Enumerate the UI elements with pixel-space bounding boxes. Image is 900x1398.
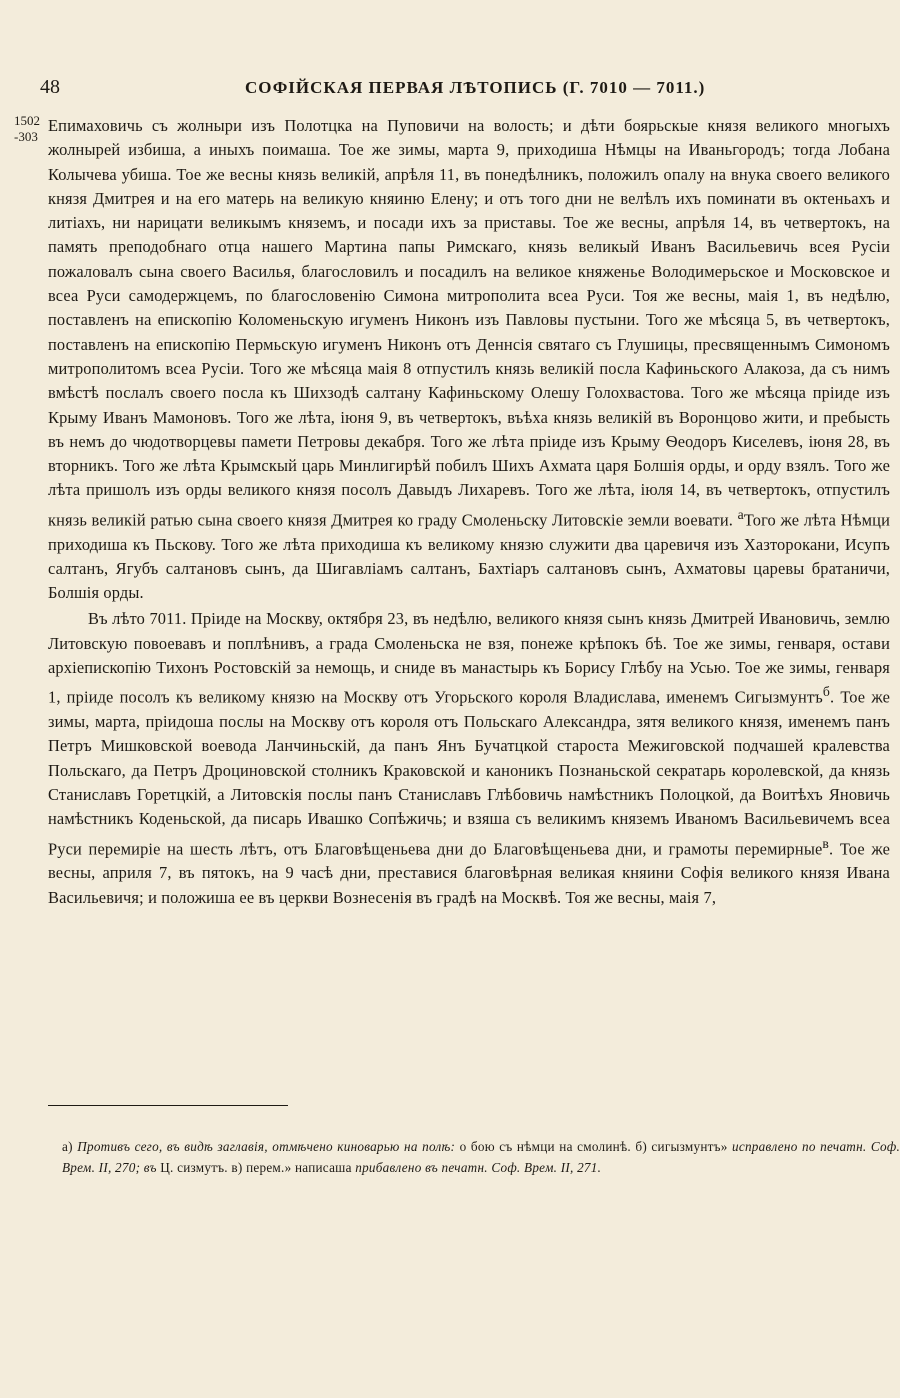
year-bottom: -303 (14, 129, 38, 144)
year-top: 1502 (14, 113, 40, 128)
footnote-c-italic: прибавлено въ печатн. Соф. Врем. II, 271. (351, 1160, 602, 1175)
footnote-label-a: а) (62, 1139, 73, 1154)
paragraph-2-part-a: Въ лѣто 7011. Пріиде на Москву, октября 23, въ недѣлю, великого князя сынъ князь Дмитрей Ивановичь, землю Литовскую повоевавъ и поплѣнивъ, а града Смоленьска не взя, понеже крѣпокъ бѣ. Тое же зимы, генваря, остави архіепископію Тихонъ Ростовскій за немощь, и сниде въ манастырь къ Борису Глѣбу на Усью. Тое же зимы, генваря 1, пріиде посолъ къ великому князю на Москву отъ Угорьского короля Владислава, именемъ Сигызмунтъ (48, 609, 890, 707)
footnote-a-italic: Противъ сего, въ видѣ заглавія, отмѣчено киноварью на полѣ: (77, 1139, 456, 1154)
footnote-text (62, 1136, 900, 1178)
year-margin-note (14, 113, 40, 145)
paragraph-2-part-c: . Тое же весны, априля 7, въ пятокъ, на 9 часѣ дни, преставися благовѣрная великая княини Софія великого князя Ивана Васильевичя; и положиша ее въ церкви Вознесенія въ градѣ на Москвѣ. Тоя же весны, маія 7, (48, 839, 890, 907)
footnote-b-plain: Ц. сизмутъ. в) перем.» написаша (156, 1160, 352, 1175)
paragraph-1-text: Епимаховичь съ жолныри изъ Полотцка на Пуповичи на волость; и дѣти боярьскые князя великого многыхъ жолнырей избиша, а иныхъ поимаша. Тое же зимы, марта 9, приходиша Нѣмцы на Иваньгородъ; тогда Лобана Колычева убиша. Тое же весны князь великій, апрѣля 11, въ понедѣлникъ, положилъ опалу на внука своего великого князя Дмитрея и на его матерь на великую княиню Елену; и отъ того дни не велѣлъ ихъ поминати въ октеньахъ и литіахъ, ни нарицати великымъ княземъ, и посади ихъ за приставы. Тое же весны, апрѣля 14, въ четвертокъ, на память преподобнаго отца нашего Мартина папы Римскаго, князь великый Иванъ Васильевичь всея Русіи пожаловалъ сына своего Василья, благословилъ и посадилъ на великое княженье Володимерьское и Московское и всеа Руси самодержцемъ, по благословенію Симона митрополита всеа Руси. Тоя же весны, маія 1, въ недѣлю, поставленъ на епископію Коломеньскую игуменъ Никонъ изъ Павловы пустыни. Того же мѣсяца 5, въ четвертокъ, поставленъ на епископію Пермьскую игуменъ Никонъ отъ Деннсія святаго съ Глушицы, пресвященнымъ Симономъ митрополитомъ всеа Русіи. Того же мѣсяца маія 8 отпустилъ князь великій посла Кафиньского Алакоза, да съ нимъ вмѣстѣ послалъ своего посла къ Шихзодѣ салтану Кафиньскому Олешу Голохвастова. Того же мѣсяца пріиде изъ Крыму Иванъ Мамоновъ. Того же лѣта, іюня 9, въ четвертокъ, въѣха князь великій въ Воронцово жити, и пребысть въ немъ до чюдотворцевы памети Петровы декабря. Того же лѣта пріиде изъ Крыму Ѳеодоръ Киселевъ, іюня 28, въ вторникъ. Того же лѣта Крымскый царь Минлигирѣй побилъ Шихъ Ахмата царя Болшія орды, и орду взялъ. Того же лѣта пришолъ изъ орды великого князя посолъ Давыдъ Лихаревъ. Того же лѣта, іюля 14, въ четвертокъ, отпустилъ князь великій ратью сына своего князя Дмитрея ко граду Смоленьску Литовскіе земли воевати. (48, 116, 890, 530)
page-number: 48 (40, 76, 60, 98)
footnote-ref-a: а (737, 506, 744, 522)
footnote-ref-c: в (822, 835, 830, 851)
running-title: СОФІЙСКАЯ ПЕРВАЯ ЛѢТОПИСЬ (Г. 7010 — 7011.) (245, 78, 706, 97)
paragraph-2-part-b: . Тое же зимы, марта, пріидоша послы на Москву отъ короля отъ Польскаго Александра, зятя великого князя, именемъ панъ Петръ Мишковской воевода Ланчиньскій, да панъ Янъ Бучатцкой староста Межиговской подчашей кралевства Польскаго, да Петръ Дроциновской столникъ Краковской и каноникъ Познаньской секратарь королевской, да князь Станиславъ Горетцкій, а Литовскія послы панъ Станиславъ Глѣбовичь намѣстникъ Полоцкой, да Воитѣхъ Яновичь намѣстникъ Коденьской, да писарь Ивашко Сопѣжичь; и взяша съ великимъ княземъ Иваномъ Васильевичемъ всеа Руси перемиріе на шесть лѣтъ, отъ Благовѣщеньева дни до Благовѣщеньева дни, и грамоты перемирные (48, 687, 891, 859)
footnote-b-italic: исправлено по печатн. Соф. Врем. II, 270; въ (62, 1139, 900, 1175)
paragraph-1 (48, 114, 890, 605)
footnote-divider (48, 1105, 288, 1106)
footnote-a-plain: о бою съ нѣмци на смолинѣ. б) сигызмунтъ» (455, 1139, 728, 1154)
main-text (48, 114, 890, 910)
footnotes (62, 1136, 900, 1178)
paragraph-2 (48, 607, 890, 910)
page-header (40, 76, 860, 102)
footnote-ref-b: б (822, 684, 830, 700)
paragraph-1-end: Того же лѣта Нѣмци приходиша къ Пьскову. Того же лѣта приходиша къ великому князю служити два царевичя изъ Хазторокани, Исупъ салтанъ, Ягубъ салтановъ сынъ, да Шигавліамъ салтанъ, Бахтіаръ салтановъ сынъ, Ахматовы царевы братаничи, Болшія орды. (48, 510, 890, 603)
